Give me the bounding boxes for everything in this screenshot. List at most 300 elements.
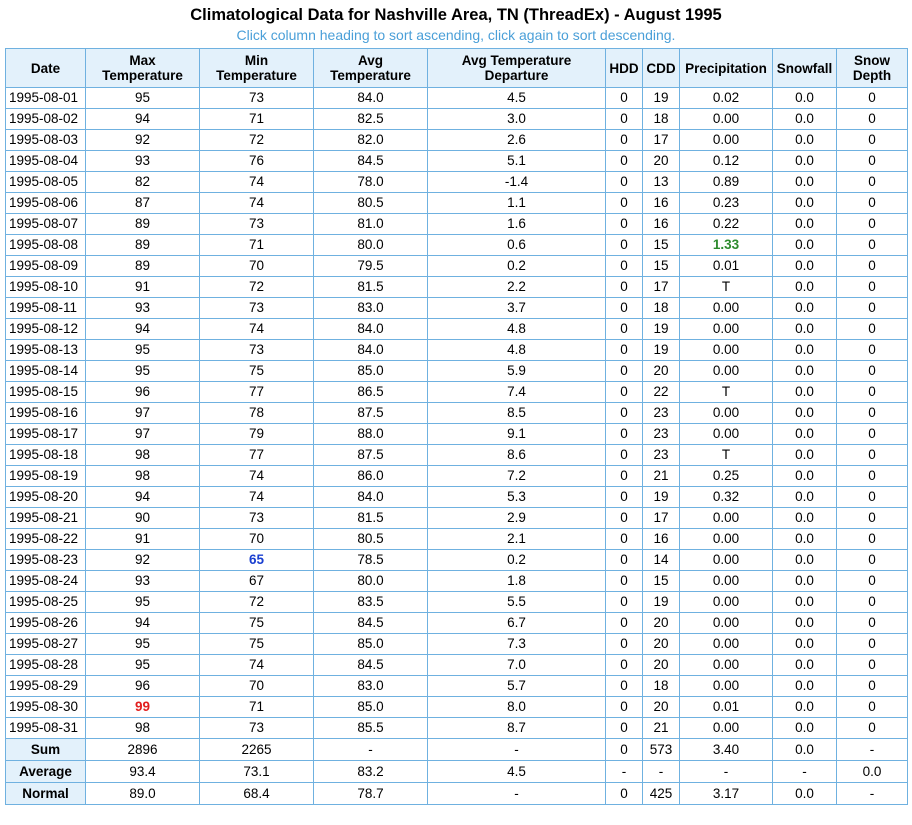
summary-cell-dep: - — [428, 739, 606, 761]
table-row — [6, 424, 908, 445]
cell-depth: 0 — [837, 529, 908, 550]
table-row — [6, 592, 908, 613]
cell-cdd: 23 — [643, 403, 680, 424]
cell-avg: 85.5 — [314, 718, 428, 739]
cell-hdd: 0 — [606, 613, 643, 634]
cell-precip: 0.02 — [680, 88, 773, 109]
cell-depth: 0 — [837, 382, 908, 403]
cell-date: 1995-08-06 — [6, 193, 86, 214]
cell-precip: 0.00 — [680, 613, 773, 634]
cell-snow: 0.0 — [773, 403, 837, 424]
cell-precip: 0.00 — [680, 403, 773, 424]
cell-cdd: 17 — [643, 277, 680, 298]
cell-avg: 82.0 — [314, 130, 428, 151]
cell-depth: 0 — [837, 655, 908, 676]
cell-depth: 0 — [837, 508, 908, 529]
cell-avg: 85.0 — [314, 634, 428, 655]
cell-cdd: 20 — [643, 613, 680, 634]
cell-precip: 0.00 — [680, 718, 773, 739]
cell-precip: 0.00 — [680, 550, 773, 571]
table-row — [6, 487, 908, 508]
cell-precip: 0.01 — [680, 697, 773, 718]
cell-date: 1995-08-10 — [6, 277, 86, 298]
cell-precip: T — [680, 382, 773, 403]
cell-max: 96 — [86, 676, 200, 697]
cell-hdd: 0 — [606, 487, 643, 508]
cell-cdd: 20 — [643, 655, 680, 676]
table-row — [6, 109, 908, 130]
cell-cdd: 22 — [643, 382, 680, 403]
cell-min: 77 — [200, 382, 314, 403]
column-header-avg[interactable]: Avg Temperature — [314, 49, 428, 88]
cell-max: 89 — [86, 235, 200, 256]
cell-precip: 0.00 — [680, 634, 773, 655]
cell-hdd: 0 — [606, 382, 643, 403]
cell-precip: 0.89 — [680, 172, 773, 193]
cell-hdd: 0 — [606, 424, 643, 445]
cell-min: 70 — [200, 676, 314, 697]
cell-date: 1995-08-08 — [6, 235, 86, 256]
cell-cdd: 18 — [643, 298, 680, 319]
cell-hdd: 0 — [606, 445, 643, 466]
table-row — [6, 529, 908, 550]
table-row — [6, 130, 908, 151]
cell-max: 89 — [86, 214, 200, 235]
summary-cell-dep: - — [428, 783, 606, 805]
cell-avg: 81.5 — [314, 277, 428, 298]
cell-cdd: 16 — [643, 529, 680, 550]
cell-date: 1995-08-04 — [6, 151, 86, 172]
cell-snow: 0.0 — [773, 382, 837, 403]
summary-row — [6, 783, 908, 805]
cell-min: 75 — [200, 361, 314, 382]
cell-depth: 0 — [837, 298, 908, 319]
summary-cell-hdd: 0 — [606, 783, 643, 805]
cell-hdd: 0 — [606, 214, 643, 235]
cell-precip: 0.25 — [680, 466, 773, 487]
cell-max: 93 — [86, 151, 200, 172]
cell-date: 1995-08-26 — [6, 613, 86, 634]
cell-dep: 2.2 — [428, 277, 606, 298]
cell-date: 1995-08-25 — [6, 592, 86, 613]
cell-min: 74 — [200, 319, 314, 340]
summary-cell-precip: 3.40 — [680, 739, 773, 761]
table-row — [6, 361, 908, 382]
summary-cell-max: 93.4 — [86, 761, 200, 783]
cell-depth: 0 — [837, 109, 908, 130]
page-title: Climatological Data for Nashville Area, TN (ThreadEx) - August 1995 — [190, 6, 722, 24]
table-summary — [6, 739, 908, 805]
cell-dep: 5.5 — [428, 592, 606, 613]
table-row — [6, 319, 908, 340]
cell-date: 1995-08-28 — [6, 655, 86, 676]
cell-min: 70 — [200, 529, 314, 550]
cell-avg: 83.0 — [314, 298, 428, 319]
cell-min: 70 — [200, 256, 314, 277]
column-header-hdd[interactable]: HDD — [606, 49, 643, 88]
cell-snow: 0.0 — [773, 235, 837, 256]
cell-max: 87 — [86, 193, 200, 214]
summary-cell-depth: 0.0 — [837, 761, 908, 783]
cell-avg: 79.5 — [314, 256, 428, 277]
cell-min: 72 — [200, 592, 314, 613]
cell-min: 74 — [200, 487, 314, 508]
cell-dep: 4.8 — [428, 319, 606, 340]
column-header-min[interactable]: Min Temperature — [200, 49, 314, 88]
cell-snow: 0.0 — [773, 361, 837, 382]
table-row — [6, 403, 908, 424]
cell-dep: 8.6 — [428, 445, 606, 466]
column-header-depth[interactable]: Snow Depth — [837, 49, 908, 88]
cell-cdd: 21 — [643, 466, 680, 487]
cell-depth: 0 — [837, 361, 908, 382]
cell-avg: 84.5 — [314, 151, 428, 172]
cell-depth: 0 — [837, 214, 908, 235]
cell-dep: -1.4 — [428, 172, 606, 193]
cell-cdd: 19 — [643, 487, 680, 508]
summary-cell-min: 73.1 — [200, 761, 314, 783]
cell-max: 95 — [86, 634, 200, 655]
summary-label: Normal — [6, 783, 86, 805]
column-header-cdd[interactable]: CDD — [643, 49, 680, 88]
cell-min: 78 — [200, 403, 314, 424]
cell-max: 91 — [86, 277, 200, 298]
summary-cell-precip: - — [680, 761, 773, 783]
cell-hdd: 0 — [606, 319, 643, 340]
cell-precip: 0.23 — [680, 193, 773, 214]
climate-data-table — [5, 48, 908, 805]
cell-depth: 0 — [837, 235, 908, 256]
cell-hdd: 0 — [606, 193, 643, 214]
cell-hdd: 0 — [606, 361, 643, 382]
cell-date: 1995-08-17 — [6, 424, 86, 445]
cell-hdd: 0 — [606, 697, 643, 718]
table-body — [6, 88, 908, 739]
cell-depth: 0 — [837, 718, 908, 739]
cell-snow: 0.0 — [773, 109, 837, 130]
column-header-precip[interactable]: Precipitation — [680, 49, 773, 88]
cell-precip: 0.00 — [680, 529, 773, 550]
cell-dep: 5.1 — [428, 151, 606, 172]
cell-cdd: 18 — [643, 109, 680, 130]
cell-min: 71 — [200, 697, 314, 718]
summary-row — [6, 761, 908, 783]
cell-precip: 0.00 — [680, 571, 773, 592]
cell-cdd: 19 — [643, 88, 680, 109]
cell-dep: 1.6 — [428, 214, 606, 235]
cell-snow: 0.0 — [773, 424, 837, 445]
cell-precip: 0.00 — [680, 109, 773, 130]
cell-dep: 9.1 — [428, 424, 606, 445]
summary-cell-snow: 0.0 — [773, 783, 837, 805]
table-row — [6, 613, 908, 634]
cell-depth: 0 — [837, 256, 908, 277]
cell-date: 1995-08-09 — [6, 256, 86, 277]
cell-date: 1995-08-16 — [6, 403, 86, 424]
cell-snow: 0.0 — [773, 214, 837, 235]
cell-dep: 7.2 — [428, 466, 606, 487]
cell-date: 1995-08-15 — [6, 382, 86, 403]
table-row — [6, 634, 908, 655]
cell-dep: 8.5 — [428, 403, 606, 424]
cell-hdd: 0 — [606, 340, 643, 361]
cell-dep: 7.4 — [428, 382, 606, 403]
table-row — [6, 550, 908, 571]
table-row — [6, 256, 908, 277]
cell-avg: 85.0 — [314, 361, 428, 382]
cell-dep: 2.6 — [428, 130, 606, 151]
cell-max: 95 — [86, 340, 200, 361]
cell-precip: 0.32 — [680, 487, 773, 508]
cell-date: 1995-08-12 — [6, 319, 86, 340]
cell-avg: 83.0 — [314, 676, 428, 697]
cell-max: 99 — [86, 697, 200, 718]
cell-min: 79 — [200, 424, 314, 445]
cell-depth: 0 — [837, 466, 908, 487]
summary-cell-min: 68.4 — [200, 783, 314, 805]
cell-hdd: 0 — [606, 571, 643, 592]
cell-dep: 0.2 — [428, 550, 606, 571]
cell-max: 92 — [86, 130, 200, 151]
cell-cdd: 19 — [643, 340, 680, 361]
summary-cell-max: 2896 — [86, 739, 200, 761]
cell-cdd: 23 — [643, 445, 680, 466]
summary-cell-avg: 83.2 — [314, 761, 428, 783]
cell-dep: 0.2 — [428, 256, 606, 277]
cell-min: 76 — [200, 151, 314, 172]
cell-dep: 2.1 — [428, 529, 606, 550]
cell-cdd: 16 — [643, 214, 680, 235]
cell-hdd: 0 — [606, 151, 643, 172]
column-header-snow[interactable]: Snowfall — [773, 49, 837, 88]
cell-snow: 0.0 — [773, 718, 837, 739]
cell-max: 82 — [86, 172, 200, 193]
page-subtitle: Click column heading to sort ascending, click again to sort descending. — [236, 27, 676, 43]
table-row — [6, 445, 908, 466]
cell-depth: 0 — [837, 571, 908, 592]
cell-hdd: 0 — [606, 256, 643, 277]
cell-avg: 80.0 — [314, 571, 428, 592]
cell-max: 98 — [86, 466, 200, 487]
cell-precip: 0.00 — [680, 298, 773, 319]
cell-avg: 86.0 — [314, 466, 428, 487]
summary-cell-precip: 3.17 — [680, 783, 773, 805]
cell-max: 98 — [86, 718, 200, 739]
cell-date: 1995-08-14 — [6, 361, 86, 382]
cell-avg: 84.5 — [314, 655, 428, 676]
cell-hdd: 0 — [606, 109, 643, 130]
cell-date: 1995-08-03 — [6, 130, 86, 151]
summary-cell-snow: 0.0 — [773, 739, 837, 761]
cell-min: 73 — [200, 340, 314, 361]
summary-row — [6, 739, 908, 761]
cell-avg: 80.5 — [314, 529, 428, 550]
cell-hdd: 0 — [606, 277, 643, 298]
cell-snow: 0.0 — [773, 697, 837, 718]
cell-cdd: 20 — [643, 634, 680, 655]
cell-depth: 0 — [837, 403, 908, 424]
cell-snow: 0.0 — [773, 319, 837, 340]
cell-hdd: 0 — [606, 172, 643, 193]
cell-snow: 0.0 — [773, 655, 837, 676]
cell-dep: 1.8 — [428, 571, 606, 592]
cell-max: 95 — [86, 655, 200, 676]
cell-avg: 83.5 — [314, 592, 428, 613]
summary-cell-hdd: - — [606, 761, 643, 783]
cell-hdd: 0 — [606, 676, 643, 697]
table-row — [6, 277, 908, 298]
cell-hdd: 0 — [606, 508, 643, 529]
cell-snow: 0.0 — [773, 340, 837, 361]
cell-min: 73 — [200, 508, 314, 529]
cell-snow: 0.0 — [773, 88, 837, 109]
cell-hdd: 0 — [606, 718, 643, 739]
cell-snow: 0.0 — [773, 298, 837, 319]
cell-dep: 6.7 — [428, 613, 606, 634]
cell-avg: 87.5 — [314, 403, 428, 424]
cell-max: 94 — [86, 319, 200, 340]
table-row — [6, 151, 908, 172]
cell-max: 94 — [86, 109, 200, 130]
cell-precip: 0.00 — [680, 676, 773, 697]
cell-date: 1995-08-18 — [6, 445, 86, 466]
cell-cdd: 20 — [643, 697, 680, 718]
cell-snow: 0.0 — [773, 529, 837, 550]
cell-cdd: 20 — [643, 151, 680, 172]
cell-min: 73 — [200, 214, 314, 235]
cell-avg: 84.0 — [314, 319, 428, 340]
cell-min: 74 — [200, 655, 314, 676]
table-row — [6, 655, 908, 676]
cell-snow: 0.0 — [773, 445, 837, 466]
cell-snow: 0.0 — [773, 487, 837, 508]
cell-cdd: 14 — [643, 550, 680, 571]
cell-dep: 1.1 — [428, 193, 606, 214]
table-row — [6, 193, 908, 214]
cell-snow: 0.0 — [773, 550, 837, 571]
cell-min: 73 — [200, 298, 314, 319]
cell-min: 74 — [200, 466, 314, 487]
table-row — [6, 340, 908, 361]
cell-hdd: 0 — [606, 88, 643, 109]
cell-date: 1995-08-23 — [6, 550, 86, 571]
column-header-dep[interactable]: Avg Temperature Departure — [428, 49, 606, 88]
cell-cdd: 21 — [643, 718, 680, 739]
cell-max: 96 — [86, 382, 200, 403]
cell-hdd: 0 — [606, 466, 643, 487]
cell-dep: 5.7 — [428, 676, 606, 697]
column-header-date[interactable]: Date — [6, 49, 86, 88]
cell-snow: 0.0 — [773, 676, 837, 697]
cell-max: 94 — [86, 487, 200, 508]
cell-date: 1995-08-21 — [6, 508, 86, 529]
cell-hdd: 0 — [606, 634, 643, 655]
cell-min: 67 — [200, 571, 314, 592]
cell-max: 97 — [86, 424, 200, 445]
cell-date: 1995-08-24 — [6, 571, 86, 592]
table-row — [6, 88, 908, 109]
cell-depth: 0 — [837, 445, 908, 466]
summary-cell-avg: 78.7 — [314, 783, 428, 805]
cell-max: 92 — [86, 550, 200, 571]
cell-snow: 0.0 — [773, 634, 837, 655]
summary-cell-max: 89.0 — [86, 783, 200, 805]
cell-max: 98 — [86, 445, 200, 466]
cell-date: 1995-08-20 — [6, 487, 86, 508]
cell-date: 1995-08-27 — [6, 634, 86, 655]
cell-date: 1995-08-13 — [6, 340, 86, 361]
cell-date: 1995-08-01 — [6, 88, 86, 109]
cell-dep: 3.7 — [428, 298, 606, 319]
cell-avg: 87.5 — [314, 445, 428, 466]
cell-cdd: 16 — [643, 193, 680, 214]
cell-dep: 8.0 — [428, 697, 606, 718]
summary-cell-dep: 4.5 — [428, 761, 606, 783]
cell-date: 1995-08-19 — [6, 466, 86, 487]
summary-label: Average — [6, 761, 86, 783]
table-row — [6, 382, 908, 403]
cell-avg: 84.0 — [314, 487, 428, 508]
header-row — [6, 49, 908, 88]
cell-cdd: 18 — [643, 676, 680, 697]
cell-depth: 0 — [837, 613, 908, 634]
summary-cell-depth: - — [837, 783, 908, 805]
cell-dep: 3.0 — [428, 109, 606, 130]
table-row — [6, 235, 908, 256]
cell-depth: 0 — [837, 193, 908, 214]
cell-precip: 0.12 — [680, 151, 773, 172]
cell-max: 94 — [86, 613, 200, 634]
cell-avg: 80.5 — [314, 193, 428, 214]
cell-depth: 0 — [837, 634, 908, 655]
cell-min: 73 — [200, 718, 314, 739]
summary-cell-cdd: 425 — [643, 783, 680, 805]
cell-max: 89 — [86, 256, 200, 277]
cell-avg: 81.5 — [314, 508, 428, 529]
cell-avg: 82.5 — [314, 109, 428, 130]
table-row — [6, 697, 908, 718]
cell-avg: 84.0 — [314, 88, 428, 109]
cell-dep: 4.8 — [428, 340, 606, 361]
cell-max: 95 — [86, 88, 200, 109]
cell-snow: 0.0 — [773, 508, 837, 529]
column-header-max[interactable]: Max Temperature — [86, 49, 200, 88]
cell-avg: 81.0 — [314, 214, 428, 235]
cell-date: 1995-08-22 — [6, 529, 86, 550]
cell-min: 75 — [200, 613, 314, 634]
cell-depth: 0 — [837, 130, 908, 151]
cell-dep: 5.9 — [428, 361, 606, 382]
cell-snow: 0.0 — [773, 571, 837, 592]
cell-depth: 0 — [837, 550, 908, 571]
cell-cdd: 13 — [643, 172, 680, 193]
cell-hdd: 0 — [606, 298, 643, 319]
cell-depth: 0 — [837, 340, 908, 361]
cell-cdd: 20 — [643, 361, 680, 382]
table-row — [6, 172, 908, 193]
cell-snow: 0.0 — [773, 172, 837, 193]
cell-precip: T — [680, 445, 773, 466]
summary-cell-min: 2265 — [200, 739, 314, 761]
cell-min: 74 — [200, 172, 314, 193]
cell-max: 93 — [86, 298, 200, 319]
summary-cell-cdd: 573 — [643, 739, 680, 761]
summary-cell-depth: - — [837, 739, 908, 761]
cell-min: 71 — [200, 109, 314, 130]
cell-hdd: 0 — [606, 550, 643, 571]
cell-max: 95 — [86, 361, 200, 382]
cell-date: 1995-08-30 — [6, 697, 86, 718]
